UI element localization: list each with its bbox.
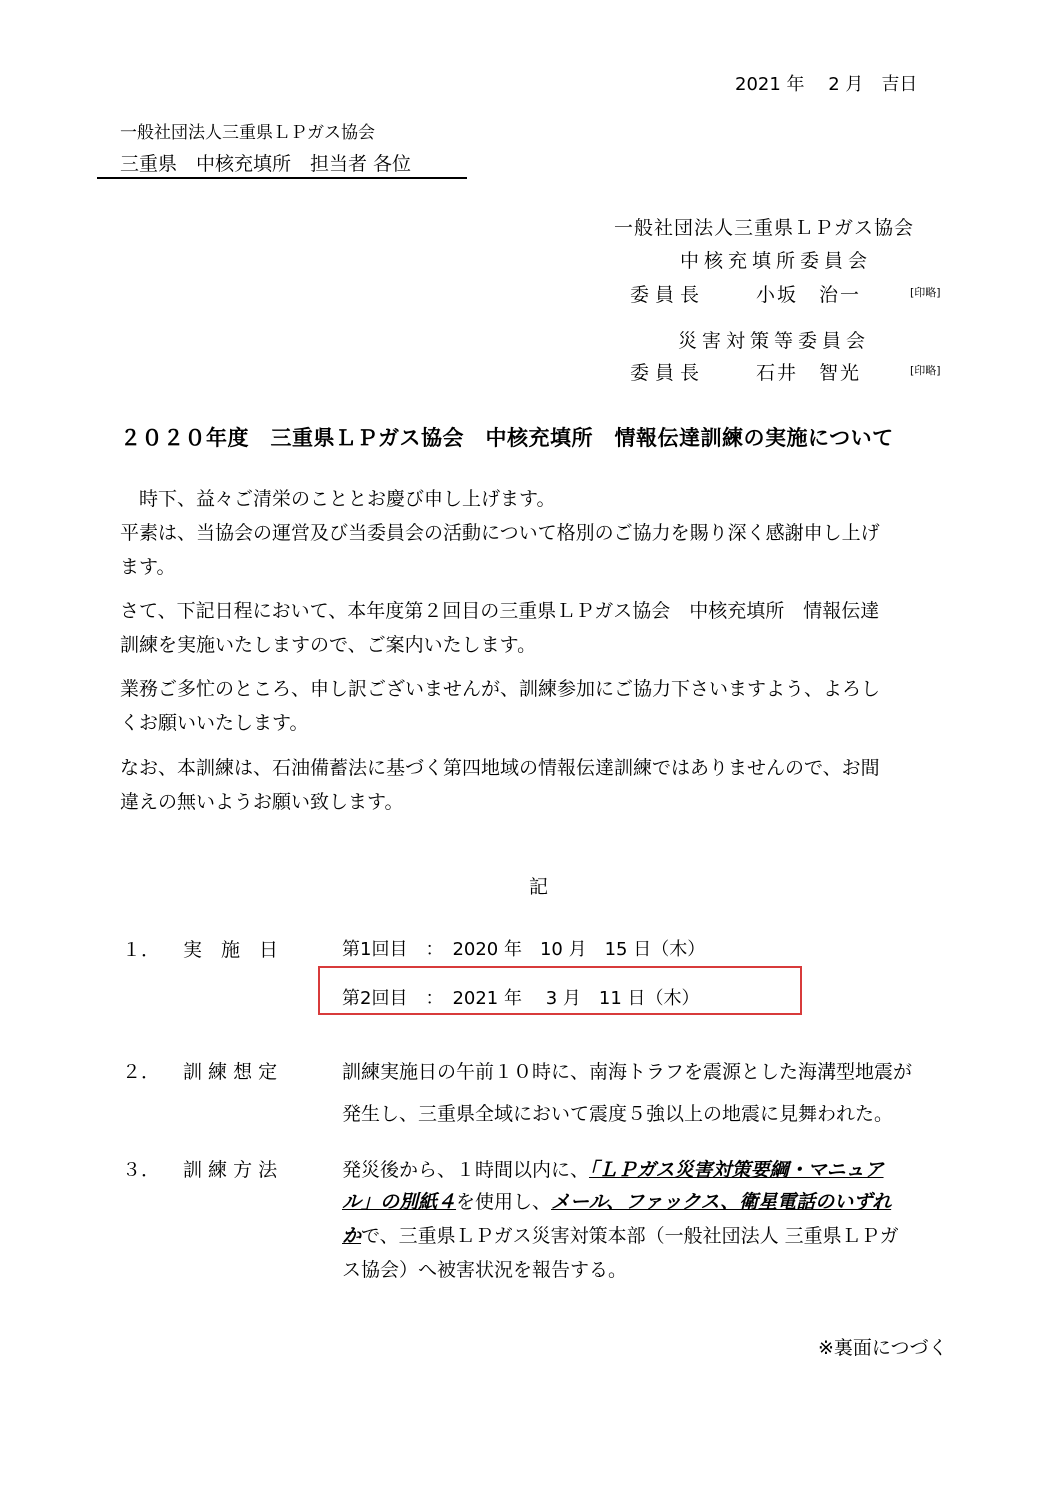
item1-number: １．: [122, 939, 161, 961]
item3-line2-text: を使用し、: [456, 1191, 552, 1213]
sender-chair1-seal: [印略]: [910, 286, 941, 299]
item3-line1-text: 発災後から、１時間以内に、: [342, 1159, 590, 1181]
addressee-recipients: 三重県 中核充填所 担当者 各位: [120, 153, 412, 175]
item3-line1: [342, 1155, 884, 1182]
item1-date-row1: 第1回目 ： 2020 年 10 月 15 日（木）: [342, 939, 706, 960]
item3-line2: [342, 1187, 891, 1214]
sender-chair1-name: 小坂 治一: [756, 284, 862, 306]
item3-label: 訓 練 方 法: [183, 1159, 278, 1181]
document-title: ２０２０年度 三重県ＬＰガス協会 中核充填所 情報伝達訓練の実施について: [120, 426, 894, 450]
continued-note: ※裏面につづく: [818, 1337, 948, 1359]
item1-label: 実 施 日: [183, 939, 279, 961]
contact-methods-end: か: [342, 1225, 362, 1247]
body-paragraph-2-line1: 平素は、当協会の運営及び当委員会の活動について格別のご協力を賜り深く感謝申し上げ: [120, 522, 880, 544]
item3-line3: [342, 1221, 899, 1248]
body-paragraph-3-line1: さて、下記日程において、本年度第２回目の三重県ＬＰガス協会 中核充填所 情報伝達: [120, 600, 880, 622]
addressee-underline: [97, 177, 467, 179]
body-paragraph-4-line1: 業務ご多忙のところ、申し訳ございませんが、訓練参加にご協力下さいますよう、よろし: [120, 678, 881, 700]
body-paragraph-3-line2: 訓練を実施いたしますので、ご案内いたします。: [120, 634, 537, 656]
ki-heading: 記: [529, 876, 549, 898]
sender-committee1: 中核充填所委員会: [680, 250, 873, 272]
body-paragraph-5-line2: 違えの無いようお願い致します。: [120, 791, 404, 813]
item2-label: 訓 練 想 定: [183, 1061, 278, 1083]
attachment-reference: ル」の別紙４: [342, 1191, 457, 1213]
sender-committee2: 災害対策等委員会: [678, 330, 871, 352]
item2-number: ２．: [122, 1061, 161, 1083]
item2-line2: 発生し、三重県全域において震度５強以上の地震に見舞われた。: [342, 1103, 894, 1125]
addressee-org: 一般社団法人三重県ＬＰガス協会: [120, 123, 375, 143]
item1-date-row2: 第2回目 ： 2021 年 3 月 11 日（木）: [342, 988, 700, 1009]
issue-date: 2021 年 2 月 吉日: [735, 74, 918, 95]
sender-org: 一般社団法人三重県ＬＰガス協会: [614, 217, 915, 239]
contact-methods: メール、ファックス、衛星電話のいずれ: [551, 1191, 892, 1213]
body-paragraph-5-line1: なお、本訓練は、石油備蓄法に基づく第四地域の情報伝達訓練ではありませんので、お間: [120, 757, 880, 779]
body-paragraph-2-line2: ます。: [120, 556, 176, 578]
sender-chair2-name: 石井 智光: [756, 362, 862, 384]
sender-chair2-seal: [印略]: [910, 364, 941, 377]
item3-line4: ス協会）へ被害状況を報告する。: [342, 1259, 628, 1281]
sender-chair2-role: 委員長: [630, 362, 706, 384]
body-paragraph-4-line2: くお願いいたします。: [120, 712, 309, 734]
manual-reference: 「ＬＰガス災害対策要綱・マニュア: [589, 1159, 884, 1181]
body-paragraph-1: 時下、益々ご清栄のこととお慶び申し上げます。: [139, 488, 556, 510]
item2-line1: 訓練実施日の午前１０時に、南海トラフを震源とした海溝型地震が: [342, 1061, 913, 1083]
item3-number: ３．: [122, 1159, 161, 1181]
sender-chair1-role: 委員長: [630, 284, 706, 306]
item3-line3-text: で、三重県ＬＰガス災害対策本部（一般社団法人 三重県ＬＰガ: [361, 1225, 899, 1247]
